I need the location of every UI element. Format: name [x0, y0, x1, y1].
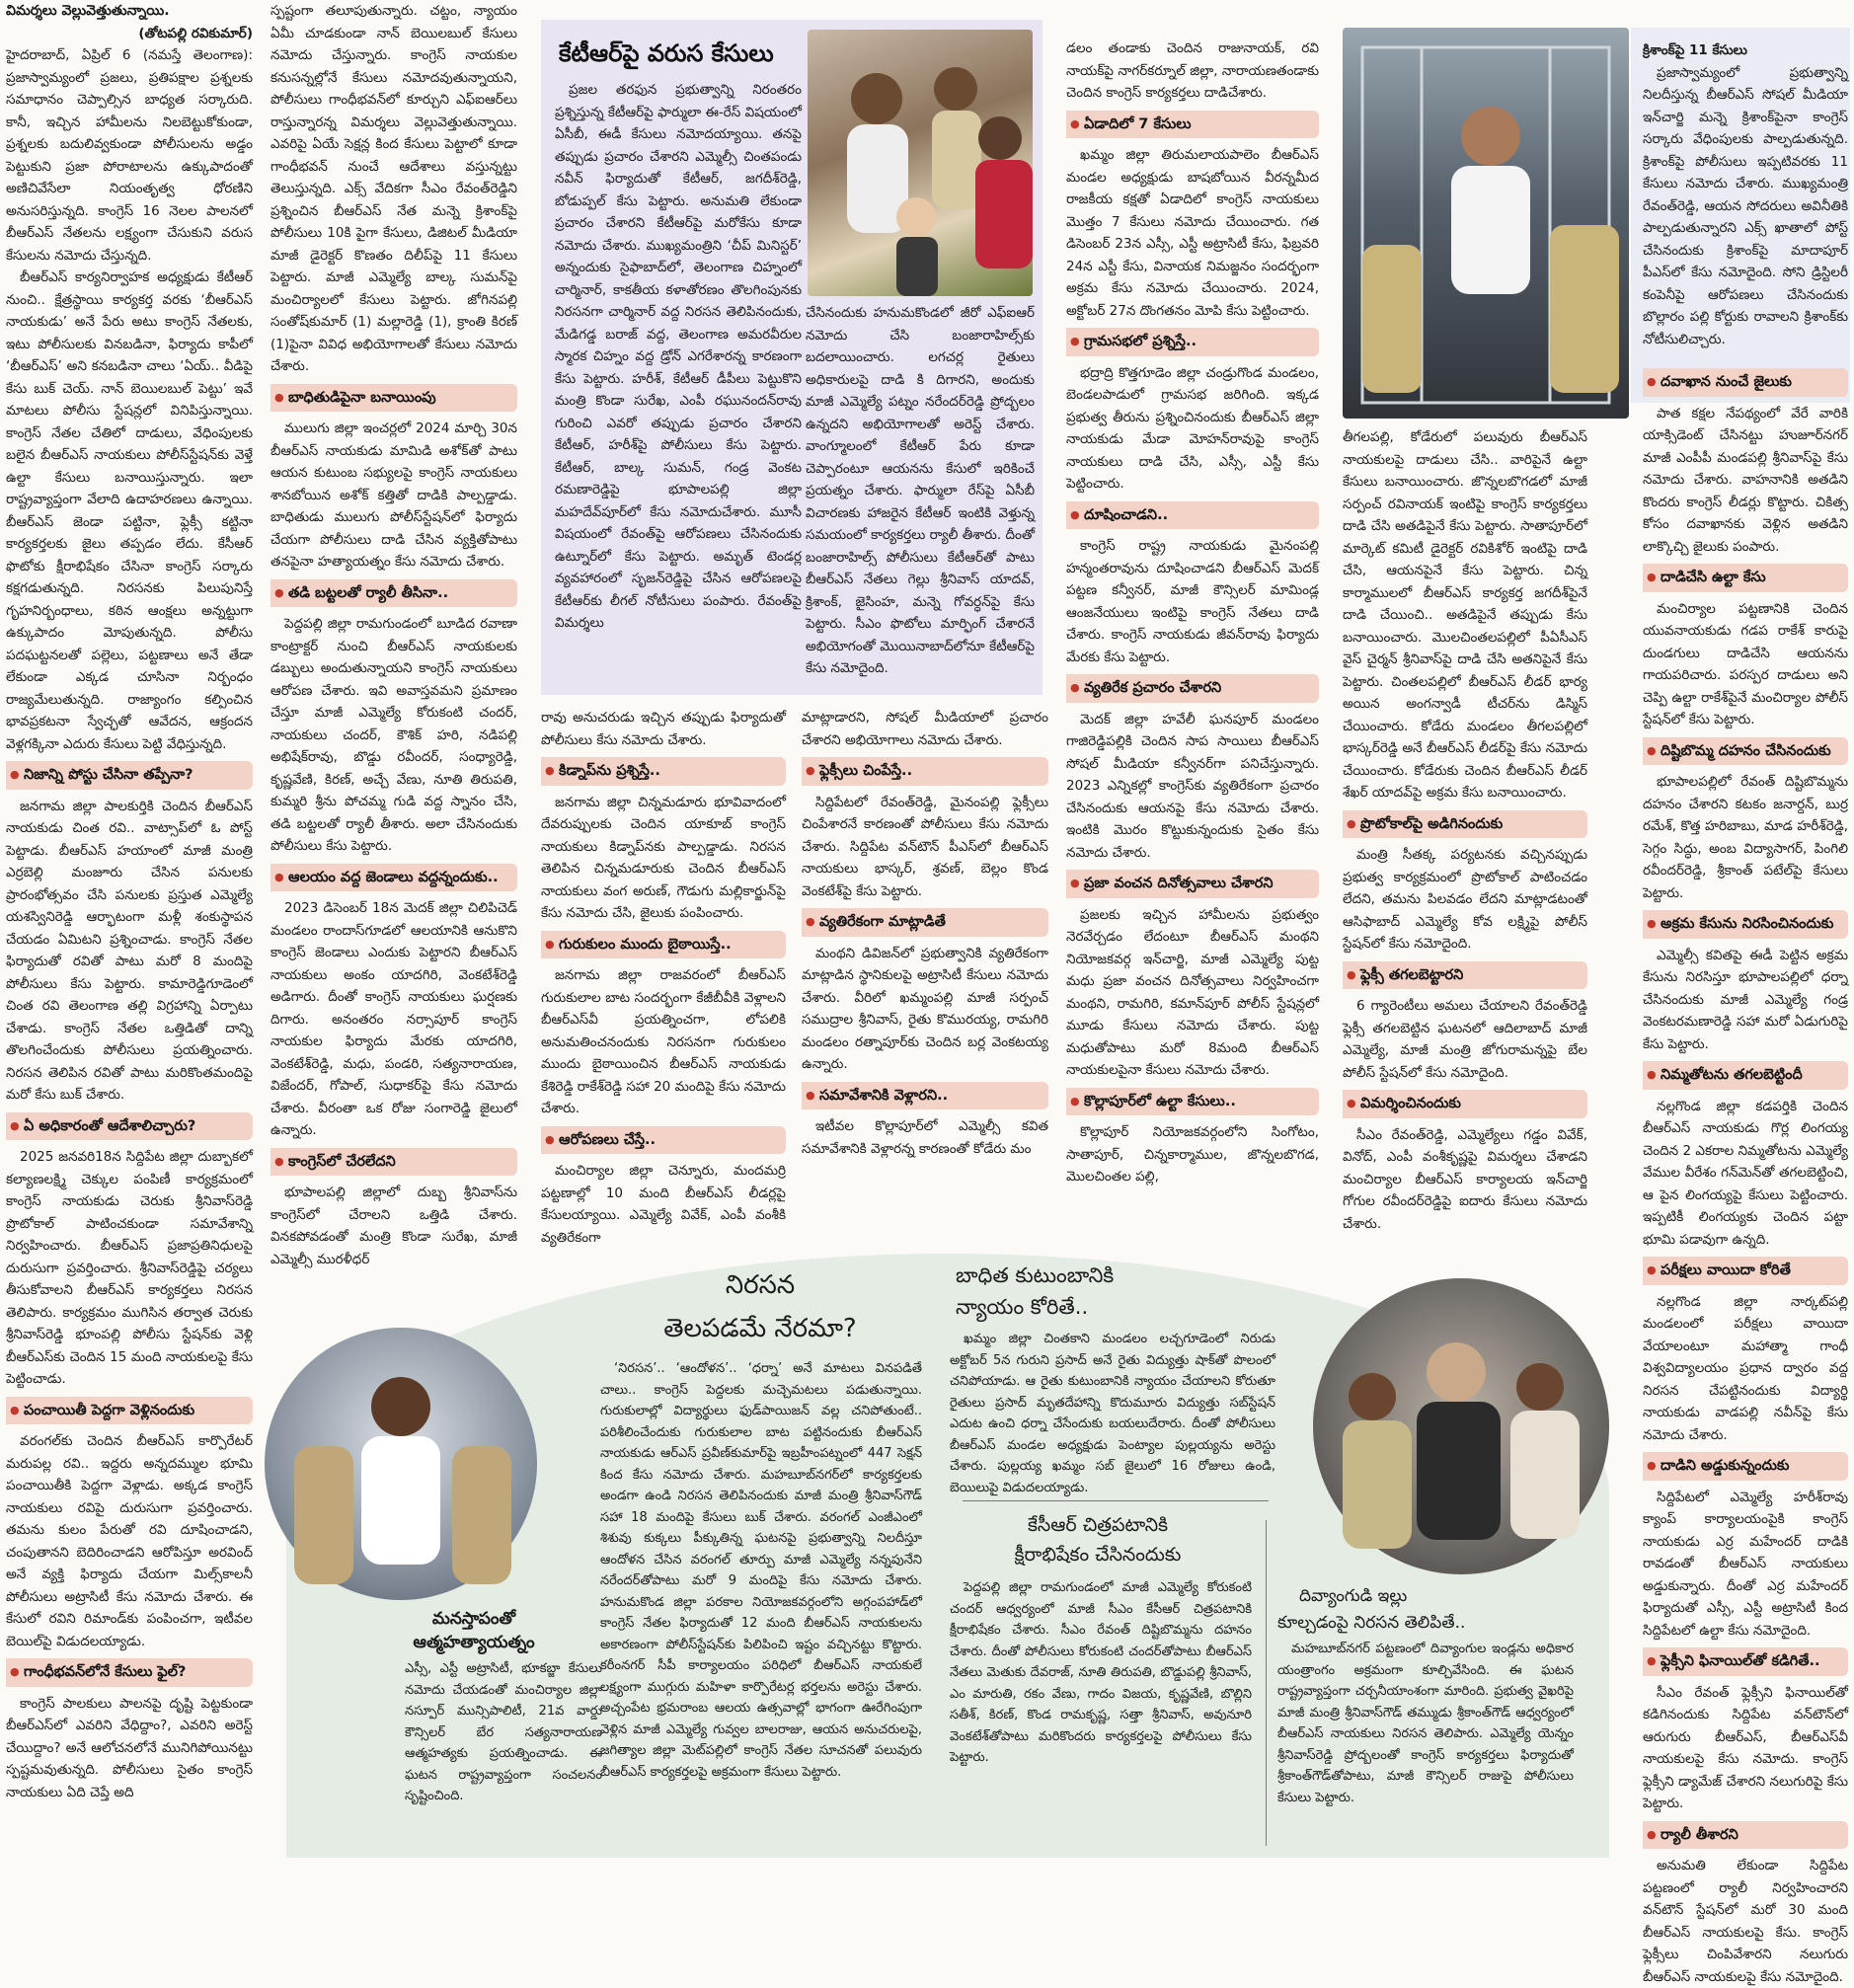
subheading: ● నిమ్మతోటను తగలబెట్టిందీ	[1643, 1061, 1848, 1090]
paragraph: వరంగల్‌కు చెందిన బీఆర్‌ఎస్‌ కార్పొరేటర్‌ మరుపల్ల రవి.. ఇద్దరు అన్నదమ్ముల భూమి పంచాయితీకి పెద్దగా వెళ్లాడు. అక్కడ కాంగ్రెస్‌ నాయకులు రవిపై దురుసుగా ప్రవర్తించారు. తమను కులం పేరుతో రవి దూషించాడని, చంపుతానని బెదిరించాడని ఆరోపిస్తూ అరవింద్‌ అనే వ్యక్తి ఫిర్యాదు చేయగా మిల్స్‌కాలనీ పోలీసులు అట్రాసిటీ కేసు నమోదు చేశారు. ఈ కేసులో రవిని రిమాండ్‌కు పంపించగా, ఇటీవల బెయిల్‌పై విడుదలయ్యాడు.	[6, 1433, 253, 1649]
column-4-lower	[802, 707, 1048, 1260]
ktr-box-title: కేటీఆర్‌పై వరుస కేసులు	[559, 39, 774, 67]
subheading: ● వ్యతిరేక ప్రచారం చేశారని	[1066, 674, 1319, 703]
subheading: ● గురుకులం ముందు బైఠాయిస్తే..	[541, 931, 786, 959]
subheading: ● దవాఖాన నుంచే జైలుకు	[1643, 368, 1848, 397]
paragraph: ప్రజలకు ఇచ్చిన హామీలను ప్రభుత్వం నెరవేర్చడం లేదంటూ బీఆర్‌ఎస్‌ మంథని నియోజకవర్గ ఇన్‌చార్జి, మాజీ ఎమ్మెల్యే పుట్ట మధు ప్రజా వంచన దినోత్సవాలు నిర్వహించగా మంథని, రామగిరి, కమాన్‌పూర్‌ పోలీస్‌ స్టేషన్లలో మూడు కేసులు నమోదు చేశారు. పుట్ట మధుతోపాటు మరో 8మంది బీఆర్‌ఎస్‌ నాయకులపైనా కేసులు నమోదు చేశారు.	[1066, 906, 1319, 1078]
subheading: ● అక్రమ కేసును నిరసించినందుకు	[1643, 910, 1848, 939]
column-1	[6, 0, 253, 1858]
paragraph: నల్లగొండ జిల్లా కడపర్తికి చెందిన బీఆర్‌ఎస్‌ నాయకుడు గొర్ల లింగయ్య చెందిన 2 ఎకరాల నిమ్మతోటను ఎమ్మెల్యే వేముల వీరేశం గన్‌మెన్‌తో తగలబెట్టించి, ఆ పైన లింగయ్యపై కేసులు పెట్టించారు. ఇప్పటికీ లింగయ్యకు చెందిన పట్టా భూమి పడావుగా ఉన్నది.	[1643, 1098, 1848, 1248]
subheading: ● వ్యతిరేకంగా మాట్లాడితే	[802, 908, 1048, 937]
ktr-box-text-1	[555, 79, 802, 681]
column-2	[270, 0, 517, 1328]
subheading: ● ఫ్లెక్సీలు చింపేస్తే..	[802, 757, 1048, 786]
paragraph: భూపాలపల్లిలో రేవంత్‌ దిష్టిబొమ్మను దహనం చేశారని కటకం జనార్దన్‌, బుర్ర రమేశ్‌, కొత్త హరిబాబు, మాడ హరీశ్‌రెడ్డి, సెగ్గం సిద్ధు, అంబ విద్యాసాగర్‌, పింగిలి రవీందర్‌రెడ్డి, శ్రీకాంత్‌ పటేల్‌పై కేసులు పెట్టారు.	[1643, 774, 1848, 901]
paragraph: ఖమ్మం జిల్లా చింతకాని మండలం లచ్చగూడెంలో నిరుడు అక్టోబర్‌ 5న గురుని ప్రసాద్‌ అనే రైతు విద్యుత్తు షాక్‌తో పొలంలో చనిపోయాడు. ఆ రైతు కుటుంబానికి న్యాయం చేయాలని కోరుతూ రైతులు ప్రసాద్‌ మృతదేహాన్ని కొదుమూరు విద్యుత్తు సబ్‌స్టేషన్‌ ఎదుట ఉంచి ధర్నా చేసేందుకు బయలుదేరారు. దీంతో పోలీసులు బీఆర్‌ఎస్‌ మండల అధ్యక్షుడు పెంట్యాల పుల్లయ్యను అరెస్టు చేశారు. పుల్లయ్య ఖమ్మం సబ్‌ జైలులో 16 రోజులు ఉండి, బెయిలుపై విడుదలయ్యాడు.	[950, 1332, 1275, 1495]
suicide-attempt-photo	[265, 1328, 537, 1600]
paragraph: బీఆర్‌ఎస్‌ కార్యనిర్వాహక అధ్యక్షుడు కేటీఆర్‌ నుంచి.. క్షేత్రస్థాయి కార్యకర్త వరకు ‘బీఆర్‌ఎస్‌ నాయకుడు’ అనే పేరు అటు కాంగ్రెస్‌ నేతలకు, ఇటు పోలీసులకు వినబడినా, ఫిర్యాదు కాపీలో ‘బీఆర్‌ఎస్‌’ అని కనబడినా చాలు ‘ఏయ్‌.. వీడిపై కేసు బుక్‌ చెయ్‌. నాన్‌ బెయిలబుల్‌ పెట్టు’ ఇవే మాటలు పోలీసు స్టేషన్లలో వినిపిస్తున్నాయి. కాంగ్రెస్‌ నేతల చేతిలో దాడులు, వేధింపులకు బలైన బీఆర్‌ఎస్‌ నాయకులు పోలీస్‌స్టేషన్‌కు వెళ్తే ఉల్టా కేసులు బనాయిస్తున్నారు. ఇలా రాష్ట్రవ్యాప్తంగా వేలాది ఉదాహరణలు ఉన్నాయి. బీఆర్‌ఎస్‌ జెండా పట్టినా, ఫ్లెక్సీ కట్టినా కార్యకర్తలకు జైలు తప్పడం లేదు. కేసీఆర్‌ ఫొటోకు క్షీరాభిషేకం చేసినా కాంగ్రెస్‌ సర్కారు కక్షగడుతున్నది. నిరసనకు పిలుపునిస్తే గృహనిర్బంధాలు, కఠిన ఆంక్షలు అన్నట్టుగా ఉక్కుపాదం మోపుతున్నది. పోలీసు పదఘట్టనలతో పల్లెలు, పట్టణాలు అనే తేడా లేకుండా ఎక్కడ చూసినా నిర్బంధం రాజ్యమేలుతున్నది. రాజ్యాంగం కల్పించిన భావప్రకటనా స్వేచ్ఛతో ఆవేదన, ఆక్రందన వెళ్లగక్కినా ఎదురు కేసులు పెట్టి వేధిస్తున్నది.	[6, 269, 253, 752]
top-text: విమర్శలు వెల్లువెత్తుతున్నాయి.	[6, 3, 170, 19]
subheading: ● సమావేశానికి వెళ్లారని..	[802, 1082, 1048, 1110]
subheading: ● గాంధీభవన్‌లోనే కేసులు ఫైల్‌?	[6, 1658, 253, 1687]
paragraph: ఎస్సీ, ఎస్టీ అట్రాసిటీ, భూకబ్జా కేసులు నమోదు చేయడంతో మంచిర్యాల జిల్లా నస్పూర్‌ మున్సిపాలిటీ, 21వ వార్డు కౌన్సిలర్‌ బేర సత్యనారాయణ ఆత్మహత్యకు ప్రయత్నించాడు. ఈ ఘటన రాష్ట్రవ్యాప్తంగా సంచలనం సృష్టించింది.	[405, 1661, 602, 1803]
victim-title-line2: న్యాయం కోరితే..	[956, 1295, 1089, 1319]
paragraph: సిద్దిపేటలో రేవంత్‌రెడ్డి, మైనంపల్లి ఫ్లెక్సీలు చింపేశారనే కారణంతో పోలీసులు కేసు నమోదు చేశారు. సిద్దిపేట వన్‌టౌన్‌ పీఎస్‌లో బీఆర్‌ఎస్‌ నాయకులు భాస్కర్‌, శ్రవణ్‌, బెల్లం కొండ వెంకటేశ్‌పై కేసు పెట్టారు.	[802, 794, 1048, 899]
arrest-photo	[1313, 1278, 1609, 1574]
suicide-photo-figure	[265, 1328, 537, 1600]
subheading: ● తడి బట్టలతో ర్యాలీ తీసినా..	[270, 579, 517, 608]
column-6	[1343, 426, 1587, 1315]
paragraph: కాంగ్రెస్‌ పాలకులు పాలనపై దృష్టి పెట్టకుండా బీఆర్‌ఎస్‌లో ఎవరిని వేధిద్దాం?, ఎవరిని అరెస్ట్‌ చేయిద్దాం? అనే ఆలోచనలోనే మునిగిపోయినట్టు స్పష్టమవుతున్నది. పోలీసులు సైతం కాంగ్రెస్‌ నాయకులు ఏది చెప్తే అది	[6, 1695, 253, 1800]
subheading: ● కాంగ్రెస్‌లో చేరలేదని	[270, 1148, 517, 1177]
ktr-photo	[808, 30, 1033, 296]
kcr-title	[950, 1510, 1246, 1569]
subheading: ● కొల్లాపూర్‌లో ఉల్టా కేసులు..	[1066, 1088, 1319, 1116]
subheading: ● ఆరోపణలు చేస్తే..	[541, 1126, 786, 1155]
victim-title	[956, 1260, 1212, 1323]
protest-title-line1: నిరసన	[725, 1270, 796, 1300]
divider	[1266, 1520, 1267, 1846]
paragraph: 2025 జనవరి18న సిద్దిపేట జిల్లా దుబ్బాకలో కల్యాణలక్ష్మి చెక్కుల పంపిణీ కార్యక్రమంలో కాంగ్రెస్‌ నాయకుడు చెరుకు శ్రీనివాస్‌రెడ్డి ప్రొటోకాల్‌ పాటించకుండా సమావేశాన్ని నిర్వహించారు. బీఆర్‌ఎస్‌ ప్రజాప్రతినిధులపై దురుసుగా ప్రవర్తించారు. శ్రీనివాస్‌రెడ్డిపై చర్యలు తీసుకోవాలని బీఆర్‌ఎస్‌ కార్యకర్తలు నిరసన తెలిపారు. కార్యక్రమం ముగిసిన తర్వాత చెరుకు శ్రీనివాస్‌రెడ్డి భూంపల్లి పోలీసు స్టేషన్‌కు వెళ్లి బీఆర్‌ఎస్‌కు చెందిన 15 మంది నాయకులపై కేసు పెట్టించాడు.	[6, 1149, 253, 1387]
paragraph: పెద్దపల్లి జిల్లా రామగుండంలో బూడిద రవాణా కాంట్రాక్టర్‌ నుంచి బీఆర్‌ఎస్‌ నాయకులకు డబ్బులు అందుతున్నాయని కాంగ్రెస్‌ నాయకులు ఆరోపణ చేశారు. ఇవి అవాస్తవమని ప్రమాణం చేస్తూ మాజీ ఎమ్మెల్యే కోరుకంటి చందర్‌, నాయకులు చందర్‌, కౌశిక్‌ హరి, నడిపల్లి అభిషేక్‌రావు, బొడ్డు రవీందర్‌, సంధ్యారెడ్డి, కృష్ణవేణి, కిరణ్‌, అచ్చే వేణు, నూతి తిరుపతి, కుమ్మరి శ్రీను పోచమ్మ గుడి వద్ద స్నానం చేసి, తడి బట్టలతో ర్యాలీ తీశారు. అలా చేసినందుకు పోలీసులు కేసు పెట్టారు.	[270, 616, 517, 854]
kcr-title-line2: క్షీరాభిషేకం చేసినందుకు	[1014, 1544, 1182, 1566]
paragraph: కాంగ్రెస్‌ రాష్ట్ర నాయకుడు మైనంపల్లి హన్మంతరావును దూషించాడని బీఆర్‌ఎస్‌ మెదక్‌ పట్టణ కన్వీనర్‌, మాజీ కౌన్సిలర్‌ మామిండ్ల ఆంజనేయులు ఇంటిపై కాంగ్రెస్‌ నేతలు దాడి చేశారు. కాంగ్రెస్‌ నాయకుడు జీవన్‌రావు ఫిర్యాదు మేరకు కేసు పెట్టారు.	[1066, 538, 1319, 665]
suicide-title-line1: మనస్తాపంతో	[431, 1609, 516, 1629]
ktr-photo-figure	[808, 30, 1033, 296]
paragraph: మంథని డివిజన్‌లో ప్రభుత్వానికి వ్యతిరేకంగా మాట్లాడిన స్థానికులపై అట్రాసిటీ కేసులు నమోదు చేశారు. వీరిలో ఖమ్మంపల్లి మాజీ సర్పంచ్‌ సముద్రాల శ్రీనివాస్‌, రైతు కొమురయ్య, రామగిరి మండలం రత్నాపూర్‌కు చెందిన బర్ల వెంకటయ్య ఉన్నారు.	[802, 945, 1048, 1072]
subheading: ● బాధితుడిపైనా బనాయింపు	[270, 384, 517, 413]
krishank-photo-figure	[1343, 28, 1629, 419]
paragraph: సిద్దిపేటలో ఎమ్మెల్యే హరీశ్‌రావు క్యాంప్‌ కార్యాలయంపైకి కాంగ్రెస్‌ నాయకుడు ఎర్ర మహేందర్‌ దాడికి రావడంతో బీఆర్‌ఎస్‌ నాయకులు అడ్డుకున్నారు. దీంతో ఎర్ర మహేందర్‌ ఫిర్యాదుతో ఎస్సీ, ఎస్టీ అట్రాసిటీ కింద సిద్దిపేటలో ఉల్టా కేసు నమోదైంది.	[1643, 1489, 1848, 1639]
subheading: ● ఫ్లెక్సీ తగలబెట్టారని	[1343, 961, 1587, 990]
subheading: ● దూషించాడని..	[1066, 501, 1319, 530]
kcr-title-line1: కేసీఆర్‌ చిత్రపటానికి	[1027, 1514, 1168, 1536]
paragraph: ములుగు జిల్లా ఇంచర్లలో 2024 మార్చి 30న బీఆర్‌ఎస్‌ నాయకుడు మామిడి అశోక్‌తో పాటు ఆయన కుటుంబ సభ్యులపై కాంగ్రెస్‌ నాయకులు శానబోయిన అశోక్‌ కత్తితో దాడికి పాల్పడ్డాడు. బాధితుడు ములుగు పోలీస్‌స్టేషన్‌లో ఫిర్యాదు చేయగా పోలీసులు దాడి చేసిన వ్యక్తితోపాటు తనపైనా హత్యాయత్నం కేసు నమోదు చేశారు.	[270, 421, 517, 570]
suicide-title-line2: ఆత్మహత్యాయత్నం	[413, 1633, 535, 1652]
paragraph: పాత కక్షల నేపథ్యంలో వేరే వారికి యాక్సిడెంట్‌ చేసినట్టు హుజూర్‌నగర్‌ మాజీ ఎంపీపీ మండపల్లి శ్రీనివాస్‌పై కేసు నమోదు చేశారు. వాహనానికి అతడిని కొందరు కాంగ్రెస్‌ లీడర్లు కొట్టారు. చికిత్స కోసం దవాఖానకు వెళ్లిన అతడిని లాక్కొచ్చి జైలుకు పంపారు.	[1643, 405, 1848, 555]
paragraph: చేసినందుకు హనుమకొండలో జీరో ఎఫ్‌ఐఆర్‌ నమోదు చేసి బంజారాహిల్స్‌కు బదలాయించారు. లగచర్ల రైతులు అధికారులపై దాడి కి దిగారని, అందుకు మాజీ ఎమ్మెల్యే పట్నం నరేందర్‌రెడ్డి ప్రోద్బలం ఉన్నదని అభియోగాలతో అరెస్ట్‌ చేశారు. వాంగ్మూలంలో కేటీఆర్‌ పేరు కూడా చెప్పారంటూ ఆయనను కేసులో ఇరికించే ప్రయత్నం చేశారు. ఫార్ములా రేస్‌పై ఏసీబీ విచారణకు హాజరైన కేటీఆర్‌ ఇంటికి వెళ్తున్న సమయంలో కార్యకర్తలు ర్యాలీ తీశారు. దీంతో బంజారాహిల్స్‌ పోలీసులు కేటీఆర్‌తో పాటు బీఆర్‌ఎస్‌ నేతలు గెల్లు శ్రీనివాస్‌ యాదవ్‌, క్రిశాంక్‌, జైసింహ, మన్నె గోవర్ధన్‌పై కేసు పెట్టారు. సీఎం ఫొటోలు మార్ఫింగ్‌ చేశారనే అభియోగంతో మొయినాబాద్‌లోనూ కేటీఆర్‌పై కేసు నమోదైంది.	[806, 305, 1035, 676]
disabled-title-line1: దివ్యాంగుడి ఇల్లు	[1299, 1586, 1408, 1606]
paragraph: స్పష్టంగా తలూపుతున్నారు. చట్టం, న్యాయం ఏమీ చూడకుండా నాన్‌ బెయిలబుల్‌ కేసులు నమోదు చేస్తున్నారు. కాంగ్రెస్‌ నాయకుల కనుసన్నల్లోనే కేసులు నమోదవుతున్నాయని, పోలీసులు గాంధీభవన్‌లో కూర్చుని ఎఫ్‌ఐఆర్‌లు రాస్తున్నారన్న విమర్శలు వెల్లువెత్తుతున్నాయి. ఎవరిపై ఏయే సెక్షన్ల కింద కేసులు పెట్టాలో కూడా గాంధీభవన్‌ నుంచే ఆదేశాలు వస్తున్నట్టు తెలుస్తున్నది. ఎక్స్‌ వేదికగా సీఎం రేవంత్‌రెడ్డిని ప్రశ్నించిన బీఆర్‌ఎస్‌ నేత మన్నె క్రిశాంక్‌పై పోలీసులు 10కి పైగా కేసులు, డిజిటల్‌ మీడియా మాజీ డైరెక్టర్‌ కొణతం దిలీప్‌పై 11 కేసులు పెట్టారు. మాజీ ఎమ్మెల్యే బాల్క సుమన్‌పై మంచిర్యాలలో కేసులు పెట్టారు. జోగినపల్లి సంతోష్‌కుమార్‌ (1) మల్లారెడ్డి (1), క్రాంతి కిరణ్‌ (1)పైనా వివిధ అభియోగాలతో కేసులు నమోదు చేశారు.	[270, 3, 517, 374]
paragraph: నల్లగొండ జిల్లా నార్కట్‌పల్లి మండలంలో పరీక్షలు వాయిదా వేయాలంటూ మహాత్మా గాంధీ విశ్వవిద్యాలయం ప్రధాన ద్వారం వద్ద నిరసన చేపట్టినందుకు విద్యార్థి నాయకుడు వాడపల్లి నవీన్‌పై కేసు నమోదు చేశారు.	[1643, 1293, 1848, 1443]
column-5	[1066, 38, 1319, 1271]
subheading: ● నిజాన్ని పోస్టు చేసినా తప్పేనా?	[6, 761, 253, 790]
protest-title-line2: తెలపడమే నేరమా?	[663, 1314, 857, 1343]
paragraph: ఇటీవల కొల్లాపూర్‌లో ఎమ్మెల్సీ కవిత సమావేశానికి వెళ్లారన్న కారణంతో కోడేరు మం	[802, 1118, 1048, 1157]
paragraph: మంచిర్యాల జిల్లా చెన్నూరు, మందమర్రి పట్టణాల్లో 10 మంది బీఆర్‌ఎస్‌ లీడర్లపై కేసులయ్యాయి. ఎమ్మెల్యే వివేక్‌, ఎంపీ వంశీకి వ్యతిరేకంగా	[541, 1163, 786, 1246]
arrest-photo-figure	[1313, 1278, 1609, 1574]
subheading: ● గ్రామసభలో ప్రశ్నిస్తే..	[1066, 328, 1319, 356]
subheading: ● దాడిని అడ్డుకున్నందుకు	[1643, 1452, 1848, 1481]
ktr-box-text-2	[806, 302, 1035, 683]
byline: (తోటపల్లి రవికుమార్‌)	[138, 25, 253, 41]
paragraph: మహబూబ్‌నగర్‌ పట్టణంలో దివ్యాంగుల ఇండ్లను అధికార యంత్రాంగం అక్రమంగా కూల్చివేసింది. ఈ ఘటన రాష్ట్రవ్యాప్తంగా చర్చనీయాంశంగా మారింది. ప్రభుత్వ వైఖరిపై మాజీ మంత్రి శ్రీనివాస్‌గౌడ్‌ తమ్ముడు శ్రీకాంత్‌గౌడ్‌ ఆధ్వర్యంలో బీఆర్‌ఎస్‌ నాయకులు నిరసన తెలిపారు. ఎమ్మెల్యే యెన్నం శ్రీనివాస్‌రెడ్డి ప్రోద్బలంతో కాంగ్రెస్‌ కార్యకర్తలు ఫిర్యాదుతో శ్రీకాంత్‌గౌడ్‌తోపాటు, మాజీ కౌన్సిలర్‌ రాజుపై పోలీసులు కేసులు పెట్టారు.	[1277, 1642, 1574, 1805]
subheading: ● ఆలయం వద్ద జెండాలు వద్దన్నందుకు..	[270, 864, 517, 892]
disabled-title-line2: కూల్చడంపై నిరసన తెలిపితే..	[1277, 1613, 1466, 1633]
paragraph: 6 గ్యారెంటీలు అమలు చేయాలని రేవంత్‌రెడ్డి ఫ్లెక్సీ తగలబెట్టిన ఘటనలో ఆదిలాబాద్‌ మాజీ ఎమ్మెల్యే, మాజీ మంత్రి జోగురామన్నపై బేల పోలీస్‌ స్టేషన్‌లో కేసు నమోదైంది.	[1343, 998, 1587, 1081]
paragraph: మంచిర్యాల పట్టణానికి చెందిన యువనాయకుడు గడప రాకేశ్‌ కారుపై దుండగులు దాడిచేసి ఆయనను గాయపరిచారు. పరస్పర దాడులు అని చెప్పి ఉల్టా రాకేశ్‌పైనే మంచిర్యాల పోలీస్‌ స్టేషన్‌లో కేసు పెట్టారు.	[1643, 600, 1848, 727]
paragraph: జనగామ జిల్లా చిన్నమడూరు భూవివాదంలో దేవరుప్పులకు చెందిన యాకూబ్‌ కాంగ్రెస్‌ నాయకులు కిడ్నాప్‌నకు పాల్పడ్డాడు. నిరసన తెలిపిన చిన్నమడూరుకు చెందిన బీఆర్‌ఎస్‌ నాయకులు వంగ అరుణ్‌, గౌడుగు మల్లికార్జున్‌పై కేసు నమోదు చేసి, జైలుకు పంపించారు.	[541, 794, 786, 921]
divider	[963, 1500, 1269, 1501]
paragraph: జనగామ జిల్లా రాజవరంలో బీఆర్‌ఎస్‌ గురుకులాల బాట సందర్భంగా కేజీబీవీకి వెళ్లాలని బీఆర్‌ఎస్‌వీ ప్రయత్నించగా, లోపలికి అనుమతించనందుకు నిరసనగా గురుకులం ముందు బైఠాయించిన బీఆర్‌ఎస్‌ నాయకుడు కేశిరెడ్డి రాకేశ్‌రెడ్డి సహా 20 మందిపై కేసు నమోదు చేశారు.	[541, 967, 786, 1116]
subheading: ● పంచాయితీ పెద్దగా వెళ్లినందుకు	[6, 1397, 253, 1425]
subheading: ● ర్యాలీ తీశారని	[1643, 1821, 1848, 1850]
paragraph: పెద్దపల్లి జిల్లా రామగుండంలో మాజీ ఎమ్మెల్యే కోరుకంటి చందర్‌ ఆధ్వర్యంలో మాజీ సీఎం కేసీఆర్‌ చిత్రపటానికి క్షీరాభిషేకం చేశారు. సీఎం రేవంత్‌ దిష్టిబొమ్మను దహనం చేశారు. దీంతో పోలీసులు కోరుకంటి చందర్‌తోపాటు బీఆర్‌ఎస్‌ నేతలు మెతుకు దేవరాజ్‌, నూతి తిరుపతి, బొడ్డుపల్లి శ్రీనివాస్‌, ఎం మారుతి, రకం వేణు, గాదం విజయ, కృష్ణవేణి, బొల్లిని సతీశ్‌, కిరణ్‌, కొండ రామకృష్ణ, సత్తా శ్రీనివాస్‌, అవునూరి వెంకటేశ్‌తోపాటు మరికొందరు కార్యకర్తలపై పోలీసులు కేసు పెట్టారు.	[950, 1580, 1252, 1765]
column-7	[1643, 39, 1848, 1985]
subheading: ● కిడ్నాప్‌ను ప్రశ్నిస్తే..	[541, 757, 786, 786]
paragraph: ప్రజాస్వామ్యంలో ప్రభుత్వాన్ని నిలదీస్తున్న బీఆర్‌ఎస్‌ సోషల్‌ మీడియా ఇన్‌చార్జి మన్నె క్రిశాంక్‌పైనా కాంగ్రెస్‌ సర్కారు వేధింపులకు పాల్పడుతున్నది. క్రిశాంక్‌పై పోలీసులు ఇప్పటివరకు 11 కేసులు నమోదు చేశారు. ముఖ్యమంత్రి రేవంత్‌రెడ్డి, ఆయన సోదరులు అవినీతికి పాల్పడుతున్నారని ఎక్స్‌ ఖాతాలో పోస్ట్‌ చేసినందుకు క్రిశాంక్‌పై మాదాపూర్‌ పీఎస్‌లో కేసు నమోదైంది. సోని డ్రిస్టిలరీ కంపెనీపై ఆరోపణలు చేసినందుకు బొల్లారం పల్లి కోర్టుకు రావాలని క్రిశాంక్‌కు నోటీసులిచ్చారు.	[1643, 64, 1848, 347]
subheading: ● ఏ అధికారంతో ఆదేశాలిచ్చారు?	[6, 1112, 253, 1141]
krishank-photo	[1343, 28, 1629, 419]
protest-title	[612, 1263, 908, 1350]
krishank-heading: క్రిశాంక్‌పై 11 కేసులు	[1643, 42, 1747, 58]
paragraph: భూపాలపల్లి జిల్లాలో దుబ్బ శ్రీనివాస్‌ను కాంగ్రెస్‌లో చేరాలని ఒత్తిడి చేశారు. వినకపోవడంతో మంత్రి కొండా సురేఖ, మాజీ ఎమ్మెల్సీ మురళీధర్‌	[270, 1185, 517, 1267]
disabled-title	[1277, 1583, 1574, 1637]
suicide-text	[405, 1658, 602, 1836]
subheading: ● విమర్శించినందుకు	[1343, 1090, 1587, 1118]
subheading: ● దిష్టిబొమ్మ దహనం చేసినందుకు	[1643, 737, 1848, 766]
subheading: ● ప్రజా వంచన దినోత్సవాలు చేశారని	[1066, 870, 1319, 898]
paragraph: సీఎం రేవంత్‌ ఫ్లెక్సీని ఫినాయిల్‌తో కడిగినందుకు సిద్దిపేట వన్‌టౌన్‌లో ఆరుగురు బీఆర్‌ఎస్‌, బీఆర్‌ఎస్‌వీ నాయకులపై కేసు నమోదు. కాంగ్రెస్‌ ఫ్లెక్సీని డ్యామేజ్‌ చేశారని నలుగురిపై కేసు పెట్టారు.	[1643, 1684, 1848, 1811]
subheading: ● ఫ్లెక్సీని ఫినాయిల్‌తో కడిగితే..	[1643, 1647, 1848, 1676]
paragraph: రావు అనుచరుడు ఇచ్చిన తప్పుడు ఫిర్యాదుతో పోలీసులు కేసు నమోదు చేశారు.	[541, 710, 786, 748]
protest-text	[600, 1358, 922, 1852]
paragraph: ఖమ్మం జిల్లా తిరుమలాయపాలెం బీఆర్‌ఎస్‌ మండల అధ్యక్షుడు బాషబోయిన వీరన్నమీద రాజకీయ కక్షతో ఏడాదిలో కాంగ్రెస్‌ నాయకులు మొత్తం 7 కేసులు నమోదు చేయించారు. గత డిసెంబర్‌ 23న ఎస్సీ, ఎస్టీ అట్రాసిటీ కేసు, ఫిబ్రవరి 24న ఎస్టీ కేసు, వినాయక నిమజ్జనం సందర్భంగా అక్రమ కేసు నమోదు చేయించారు. 2024, అక్టోబర్‌ 27న దొంగతనం మోపి కేసు పెట్టించారు.	[1066, 147, 1319, 319]
victim-title-line1: బాధిత కుటుంబానికి	[956, 1263, 1115, 1287]
subheading: ● ఏడాదిలో 7 కేసులు	[1066, 111, 1319, 139]
victim-text	[950, 1329, 1275, 1496]
paragraph: భద్రాద్రి కొత్తగూడెం జిల్లా చండ్రుగొండ మండలం, బెండలపాడులో గ్రామసభ జరిగింది. ఇక్కడ ప్రభుత్వ తీరును ప్రశ్నించినందుకు బీఆర్‌ఎస్‌ జిల్లా నాయకుడు మేడా మోహన్‌రావుపై కాంగ్రెస్‌ నాయకులు దాడి చేసి, ఎస్సీ, ఎస్టీ కేసు పెట్టించారు.	[1066, 364, 1319, 492]
disabled-text	[1277, 1639, 1574, 1854]
subheading: ● దాడిచేసి ఉల్టా కేసు	[1643, 564, 1848, 592]
suicide-title	[405, 1607, 543, 1654]
paragraph: జనగామ జిల్లా పాలకుర్తికి చెందిన బీఆర్‌ఎస్‌ నాయకుడు చింత రవి.. వాట్సాప్‌లో ఓ పోస్ట్‌ పెట్టాడు. బీఆర్‌ఎస్‌ హయాంలో మాజీ మంత్రి ఎర్రబెల్లి మంజూరు చేసిన పనులకు ప్రారంభోత్సవం చేసి పనులకు ప్రస్తుత ఎమ్మెల్యే యశస్వినిరెడ్డి ఆర్భాటంగా మళ్లీ శంకుస్థాపన చేయడం ఏమిటని ప్రశ్నించాడు. కాంగ్రెస్‌ నేతల ఫిర్యాదుతో రవితో పాటు మరో 8 మందిపై పోలీసులు కేసు పెట్టారు. కామారెడ్డిగూడెంలో చింత రవి తెలంగాణ తల్లి విగ్రహాన్ని ఏర్పాటు చేశాడు. కాంగ్రెస్‌ నేతల ఒత్తిడితో దాన్ని తొలగించేందుకు పోలీసులు ప్రయత్నించారు. నిరసన తెలిపిన రవితో పాటు మరికొంతమందిపై మరో కేసు బుక్‌ చేశారు.	[6, 798, 253, 1103]
paragraph: తీగలపల్లి, కోడేరులో పలువురు బీఆర్‌ఎస్‌ నాయకులపై దాడులు చేసి.. వారిపైనే ఉల్టా కేసులు బనాయించారు. జొన్నలబొగడలో మాజీ సర్పంచ్‌ రవినాయక్‌ ఇంటిపై కాంగ్రెస్‌ కార్యకర్తలు దాడి చేసి అతడిపైనే కేసు పెట్టారు. సాతాపూర్‌లో మార్కెట్‌ కమిటీ డైరెక్టర్‌ రవికిశోర్‌ ఇంటిపై దాడి చేసి, ఆయనపైనే కేసు పెట్టారు. చిన్న కార్మాములలో బీఆర్‌ఎస్‌ కార్యకర్త జగదీశ్‌పైనే దాడి చేయించి.. అతడిపైనే తప్పుడు కేసు బనాయించారు. మొలచింతలపల్లిలో పీఏసీఎస్‌ వైస్‌ చైర్మన్‌ శ్రీనివాస్‌పై దాడి చేసి అతనిపైనే కేసు పెట్టారు. చింతలపల్లిలో బీఆర్‌ఎస్‌ లీడర్‌ భార్య అయిన అంగన్వాడీ టీచర్‌ను డిస్మిస్‌ చేయించారు. కోడేరు మండలం తీగలపల్లిలో భాస్కర్‌రెడ్డి అనే బీఆర్‌ఎస్‌ లీడర్‌పై కేసు నమోదు చేయించారు. కోడేరుకు చెందిన బీఆర్‌ఎస్‌ లీడర్‌ శేఖర్‌ యాదవ్‌పై అక్రమ కేసు బనాయించారు.	[1343, 429, 1587, 801]
paragraph: ఎమ్మెల్సీ కవితపై ఈడీ పెట్టిన అక్రమ కేసును నిరసిస్తూ భూపాలపల్లిలో ధర్నా చేసినందుకు మాజీ ఎమ్మెల్యే గండ్ర వెంకటరమణారెడ్డి సహా మరో ఏడుగురిపై కేసు పెట్టారు.	[1643, 947, 1848, 1052]
kcr-text	[950, 1577, 1252, 1854]
paragraph: కొల్లాపూర్‌ నియోజకవర్గంలోని సింగోటం, సాతాపూర్‌, చిన్నకార్మాముల, జొన్నలబొగడ, మొలచింతల పల్లి,	[1066, 1124, 1319, 1185]
paragraph: అనుమతి లేకుండా సిద్దిపేట పట్టణంలో ర్యాలీ నిర్వహించారని వన్‌టౌన్‌ స్టేషన్‌లో మరో 30 మంది బీఆర్‌ఎస్‌ నాయకులపై కేసు. కాంగ్రెస్‌ ఫ్లెక్సీలు చింపివేశారని నలుగురు బీఆర్‌ఎస్‌ నాయకులపై కేసు నమోదైంది.	[1643, 1858, 1848, 1985]
paragraph: 2023 డిసెంబర్‌ 18న మెదక్‌ జిల్లా చిలిపిచెడ్‌ మండలం రాందాస్‌గూడలో ఆలయానికి ఆనుకొని కాంగ్రెస్‌ జెండాలు ఎందుకు పెట్టారని బీఆర్‌ఎస్‌ నాయకులు అంకం యాదగిరి, వెంకటేశ్‌రెడ్డి అడిగారు. దీంతో కాంగ్రెస్‌ నాయకులు ఘర్షణకు దిగారు. అనంతరం నర్సాపూర్‌ కాంగ్రెస్‌ నాయకుల ఫిర్యాదు మేరకు యాదగిరి, వెంకటేశ్‌రెడ్డి, మధు, పండరి, సత్యనారాయణ, విజేందర్‌, గోపాల్‌, సుధాకర్‌పై కేసు నమోదు చేశారు. వీరంతా ఒక రోజు సంగారెడ్డి జైలులో ఉన్నారు.	[270, 900, 517, 1138]
paragraph: మెదక్‌ జిల్లా హవేలీ ఘనపూర్‌ మండలం గాజిరెడ్డిపల్లికి చెందిన సాప సాయిలు బీఆర్‌ఎస్‌ సోషల్‌ మీడియా కన్వీనర్‌గా పనిచేస్తున్నారు. 2023 ఎన్నికల్లో కాంగ్రెస్‌కు వ్యతిరేకంగా ప్రచారం చేసినందుకు ఆయనపై కేసు నమోదు చేశారు. ఇంటికి మొరం కొట్టుకున్నందుకు సైతం కేసు నమోదు చేశారు.	[1066, 711, 1319, 861]
paragraph: ప్రజల తరఫున ప్రభుత్వాన్ని నిరంతరం ప్రశ్నిస్తున్న కేటీఆర్‌పై ఫార్ములా ఈ-రేస్‌ విషయంలో ఏసీబీ, ఈడీ కేసులు నమోదయ్యాయి. తనపై తప్పుడు ప్రచారం చేశారని ఎమ్మెల్సీ చింతపండు నవీన్‌ ఫిర్యాదుతో కేటీఆర్‌, జగదీశ్‌రెడ్డి, బోడుప్పల్‌ కేసు పెట్టారు. అనుమతి లేకుండా ప్రచారం చేశారని కేటీఆర్‌పై మరోకేసు కూడా నమోదు చేశారు. ముఖ్యమంత్రిని ‘చీప్‌ మినిస్టర్‌’ అన్నందుకు సైఫాబాద్‌లో, తెలంగాణ చిహ్నంలో చార్మినార్‌, కాకతీయ కళాతోరణం తొలగింపునకు నిరసనగా చార్మినార్‌ వద్ద నిరసన తెలిపినందుకు, మేడిగడ్డ బరాజ్‌ వద్ద, తెలంగాణ అమరవీరుల స్మారక చిహ్నం వద్ద డ్రోన్‌ ఎగరేశారన్న కారణంగా కేసు పెట్టారు. హరీశ్‌, కేటీఆర్‌ డీపీలు పెట్టుకొని మంత్రి కొండా సురేఖ, ఎంపీ రఘునందన్‌రావు గురించి ఎవరో తప్పుడు ప్రచారం చేశారని కేటీఆర్‌, హరీశ్‌పై పోలీసులు కేసు పెట్టారు. కేటీఆర్‌, బాల్క సుమన్‌, గండ్ర వెంకట రమణారెడ్డిపై భూపాలపల్లి జిల్లా మహదేవ్‌పూర్‌లో కేసు నమోదుచేశారు. మూసీ విషయంలో రేవంత్‌పై ఆరోపణలు చేసినందుకు ఉట్నూర్‌లో కేసు పెట్టారు. అమృత్‌ టెండర్ల వ్యవహారంలో సృజన్‌రెడ్డిపై చేసిన ఆరోపణలపై కేటీఆర్‌కు లీగల్‌ నోటీసులు పంపారు. రేవంత్‌పై విమర్శలు	[555, 82, 802, 631]
paragraph: మాట్లాడారని, సోషల్‌ మీడియాలో ప్రచారం చేశారని అభియోగాలు నమోదు చేశారు.	[802, 710, 1048, 748]
subheading: ● పరీక్షలు వాయిదా కోరితే	[1643, 1257, 1848, 1285]
subheading: ● ప్రొటోకాల్‌పై అడిగినందుకు	[1343, 810, 1587, 839]
paragraph: సీఎం రేవంత్‌రెడ్డి, ఎమ్మెల్యేలు గడ్డం వివేక్‌, వినోద్‌, ఎంపీ వంశీకృష్ణపై విమర్శలు చేశాడని మంచిర్యాల బీఆర్‌ఎస్‌ కార్యాలయ ఇన్‌చార్జి గోగుల రవీందర్‌రెడ్డిపై ఐదారు కేసులు నమోదు చేశారు.	[1343, 1126, 1587, 1232]
column-3-lower	[541, 707, 786, 1289]
paragraph: ‘నిరసన’.. ‘ఆందోళన’.. ‘ధర్నా’ అనే మాటలు వినపడితే చాలు.. కాంగ్రెస్‌ పెద్దలకు మచ్చెమటలు పడుతున్నాయి. గురుకులాల్లో విద్యార్థులు ఫుడ్‌పాయిజన్‌ వల్ల చనిపోతుంటే.. పరిశీలించేందుకు గురుకులాల బాట పట్టినందుకు బీఆర్‌ఎస్‌ నాయకుడు ఆర్‌ఎస్‌ ప్రవీణ్‌కుమార్‌పై ఇబ్రహీంపట్నంలో 447 సెక్షన్‌ కింద కేసు నమోదు చేశారు. మహబూబ్‌నగర్‌లో కార్యకర్తలకు అండగా ఉండి నిరసన తెలిపినందుకు మాజీ మంత్రి శ్రీనివాస్‌గౌడ్‌ సహా 18 మందిపై కేసులు బుక్‌ చేశారు. వరంగల్‌ ఎంజీఎంలో శిశువు కుక్కలు పీక్కుతిన్న ఘటనపై ప్రభుత్వాన్ని నిలదీస్తూ ఆందోళన చేసిన వరంగల్‌ తూర్పు మాజీ ఎమ్మెల్యే నన్నపునేని నరేందర్‌తోపాటు మరో 9 మందిపై కేసు నమోదు చేశారు. హనుమకొండ జిల్లా పరకాల నియోజకవర్గంలోని అగ్గంపహాడ్‌లో కాంగ్రెస్‌ నేతల ఫిర్యాదుతో 12 మంది బీఆర్‌ఎస్‌ నాయకులను అకారణంగా పోలీస్‌స్టేషన్‌కు పిలిపించి ఇష్టం వచ్చినట్టు కొట్టారు. కరీంనగర్‌ సీపీ కార్యాలయం పరిధిలో బీఆర్‌ఎస్‌ నాయకులే లక్ష్యంగా ముగ్గురు మహిళా కార్పొరేటర్ల భర్తలను అరెస్టు చేశారు. అచ్చంపేట భ్రమరాంబ ఆలయ ఉత్సవాల్లో భాగంగా ఊరేగింపుగా వెళ్లిన మాజీ ఎమ్మెల్యే గువ్వల బాలరాజు, ఆయన అనుచరులపై, జగిత్యాల జిల్లా మెట్‌పల్లిలో కాంగ్రెస్‌ నేతల సూచనతో పలువురు బీఆర్‌ఎస్‌ కార్యకర్తలపై అక్రమంగా కేసులు పెట్టారు.	[600, 1361, 922, 1780]
paragraph: మంత్రి సీతక్క పర్యటనకు వచ్చినప్పుడు ప్రభుత్వ కార్యక్రమంలో ప్రొటోకాల్‌ పాటించడం లేదని, తమను పిలవడం లేదని మాట్లాడటంతో ఆసిఫాబాద్‌ ఎమ్మెల్యే కోవ లక్ష్మిపై పోలీస్‌ స్టేషన్‌లో కేసు నమోదైంది.	[1343, 847, 1587, 952]
paragraph: డలం తండాకు చెందిన రాజునాయక్‌, రవి నాయక్‌పై నాగర్‌కర్నూల్‌ జిల్లా, నారాయణతండాకు చెందిన కాంగ్రెస్‌ కార్యకర్తలు దాడిచేశారు.	[1066, 40, 1319, 101]
intro-paragraph: హైదరాబాద్‌, ఏప్రిల్‌ 6 (నమస్తే తెలంగాణ): ప్రజాస్వామ్యంలో ప్రజలు, ప్రతిపక్షాల ప్రశ్నలకు సమాధానం చెప్పాల్సిన బాధ్యత సర్కారుది. కానీ, ఇచ్చిన హామీలను నిలబెట్టుకోకుండా, ప్రశ్నలకు బదులివ్వకుండా పోలీసులను అడ్డం పెట్టుకుని ప్రజా పోరాటాలను ఉక్కుపాదంతో అణిచివేసేలా నియంతృత్వ ధోరణిని అనుసరిస్తున్నది. కాంగ్రెస్‌ 16 నెలల పాలనలో బీఆర్‌ఎస్‌ నేతలను లక్ష్యంగా చేసుకుని వరుస కేసులను నమోదు చేస్తున్నది.	[6, 47, 253, 264]
